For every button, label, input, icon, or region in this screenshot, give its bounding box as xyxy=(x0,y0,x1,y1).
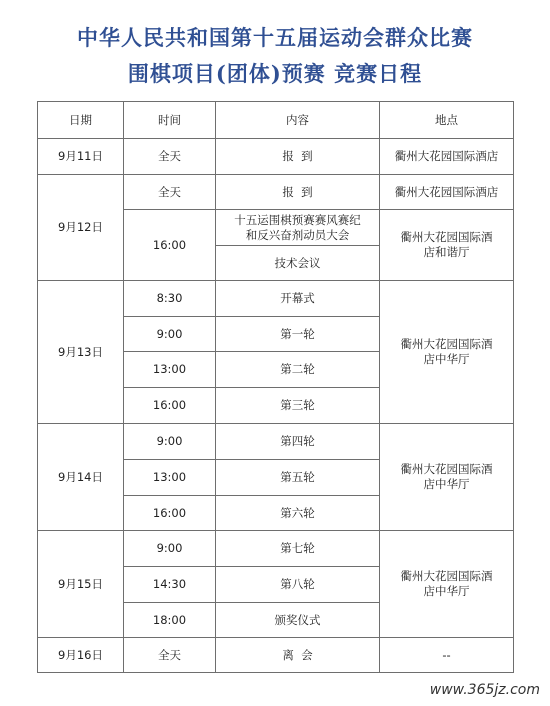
watermark: www.365jz.com xyxy=(429,682,540,698)
venue-cell: -- xyxy=(380,638,514,673)
content-cell: 第四轮 xyxy=(216,424,380,460)
time-cell: 全天 xyxy=(124,175,216,210)
date-cell: 9月14日 xyxy=(38,424,124,531)
content-cell: 颁奖仪式 xyxy=(216,603,380,638)
time-cell: 16:00 xyxy=(124,210,216,281)
page-subtitle: 围棋项目(团体)预赛 竞赛日程 xyxy=(127,61,423,86)
table-row xyxy=(38,281,514,317)
content-cell: 第八轮 xyxy=(216,567,380,603)
time-cell: 16:00 xyxy=(124,388,216,424)
venue-cell: 衢州大花园国际酒店 xyxy=(380,139,514,175)
header-date: 日期 xyxy=(38,102,124,139)
content-cell: 第一轮 xyxy=(216,317,380,352)
content-cell: 第二轮 xyxy=(216,352,380,388)
header-time: 时间 xyxy=(124,102,216,139)
time-cell: 全天 xyxy=(124,638,216,673)
table-row xyxy=(38,424,514,460)
venue-cell: 衢州大花园国际酒店中华厅 xyxy=(380,531,514,638)
date-cell: 9月11日 xyxy=(38,139,124,175)
content-cell: 十五运围棋预赛赛风赛纪和反兴奋剂动员大会 xyxy=(216,210,380,246)
date-cell: 9月16日 xyxy=(38,638,124,673)
time-cell: 9:00 xyxy=(124,424,216,460)
content-cell: 技术会议 xyxy=(216,246,380,281)
time-cell: 全天 xyxy=(124,139,216,175)
date-cell: 9月13日 xyxy=(38,281,124,424)
content-cell: 报 到 xyxy=(216,139,380,175)
time-cell: 9:00 xyxy=(124,317,216,352)
venue-cell: 衢州大花园国际酒店中华厅 xyxy=(380,281,514,424)
content-cell: 第五轮 xyxy=(216,460,380,496)
schedule-table xyxy=(37,101,514,673)
time-cell: 16:00 xyxy=(124,496,216,531)
time-cell: 18:00 xyxy=(124,603,216,638)
table-row xyxy=(38,638,514,673)
content-cell: 第七轮 xyxy=(216,531,380,567)
table-row xyxy=(38,175,514,210)
content-cell: 报 到 xyxy=(216,175,380,210)
table-row xyxy=(38,139,514,175)
header-content: 内容 xyxy=(216,102,380,139)
venue-cell: 衢州大花园国际酒店和谐厅 xyxy=(380,210,514,281)
content-cell: 离 会 xyxy=(216,638,380,673)
time-cell: 9:00 xyxy=(124,531,216,567)
header-row xyxy=(38,102,514,139)
time-cell: 13:00 xyxy=(124,352,216,388)
date-cell: 9月12日 xyxy=(38,175,124,281)
time-cell: 14:30 xyxy=(124,567,216,603)
date-cell: 9月15日 xyxy=(38,531,124,638)
content-cell: 开幕式 xyxy=(216,281,380,317)
time-cell: 13:00 xyxy=(124,460,216,496)
venue-cell: 衢州大花园国际酒店中华厅 xyxy=(380,424,514,531)
content-cell: 第六轮 xyxy=(216,496,380,531)
content-cell: 第三轮 xyxy=(216,388,380,424)
table-row xyxy=(38,531,514,567)
page-title: 中华人民共和国第十五届运动会群众比赛 xyxy=(77,25,473,50)
time-cell: 8:30 xyxy=(124,281,216,317)
venue-cell: 衢州大花园国际酒店 xyxy=(380,175,514,210)
header-venue: 地点 xyxy=(380,102,514,139)
